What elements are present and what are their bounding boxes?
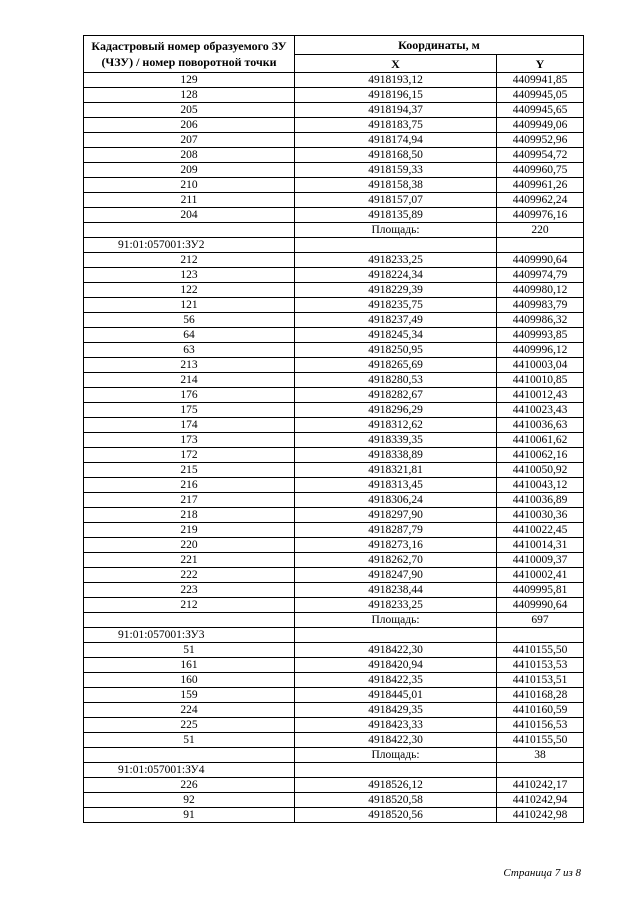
point-number: 219 <box>84 523 295 538</box>
area-label: Площадь: <box>295 223 497 238</box>
x-coordinate: 4918520,56 <box>295 808 497 823</box>
area-label: Площадь: <box>295 613 497 628</box>
x-coordinate: 4918196,15 <box>295 88 497 103</box>
cadastral-number-header: Кадастровый номер образуемого ЗУ (ЧЗУ) / номер поворотной точки <box>84 36 295 73</box>
table-row <box>84 403 584 418</box>
x-coordinate: 4918135,89 <box>295 208 497 223</box>
table-row <box>84 178 584 193</box>
point-number: 121 <box>84 298 295 313</box>
x-coordinate: 4918250,95 <box>295 343 497 358</box>
x-coordinate: 4918245,34 <box>295 328 497 343</box>
y-coordinate: 4410050,92 <box>497 463 584 478</box>
y-coordinate: 4409990,64 <box>497 253 584 268</box>
x-coordinate: 4918420,94 <box>295 658 497 673</box>
table-row <box>84 463 584 478</box>
cadastral-section-label: 91:01:057001:ЗУ3 <box>84 628 295 643</box>
x-coordinate: 4918273,16 <box>295 538 497 553</box>
y-coordinate: 4410043,12 <box>497 478 584 493</box>
table-row <box>84 793 584 808</box>
x-coordinate: 4918237,49 <box>295 313 497 328</box>
area-value: 220 <box>497 223 584 238</box>
point-number: 212 <box>84 598 295 613</box>
point-number: 56 <box>84 313 295 328</box>
x-coordinate: 4918238,44 <box>295 583 497 598</box>
x-coordinate: 4918158,38 <box>295 178 497 193</box>
point-number: 210 <box>84 178 295 193</box>
x-coordinate: 4918183,75 <box>295 118 497 133</box>
section-spacer <box>295 238 497 253</box>
point-number: 128 <box>84 88 295 103</box>
table-row <box>84 253 584 268</box>
table-row <box>84 298 584 313</box>
coordinates-table <box>83 35 584 823</box>
y-coordinate: 4410242,98 <box>497 808 584 823</box>
y-coordinate: 4410156,53 <box>497 718 584 733</box>
x-coordinate: 4918526,12 <box>295 778 497 793</box>
y-coordinate: 4409993,85 <box>497 328 584 343</box>
table-row <box>84 373 584 388</box>
table-row <box>84 703 584 718</box>
point-number: 204 <box>84 208 295 223</box>
x-coordinate: 4918312,62 <box>295 418 497 433</box>
x-coordinate: 4918262,70 <box>295 553 497 568</box>
y-coordinate: 4410153,51 <box>497 673 584 688</box>
y-coordinate: 4409952,96 <box>497 133 584 148</box>
table-row <box>84 478 584 493</box>
y-coordinate: 4409960,75 <box>497 163 584 178</box>
table-row <box>84 148 584 163</box>
y-coordinate: 4409980,12 <box>497 283 584 298</box>
y-coordinate: 4409941,85 <box>497 73 584 88</box>
cadastral-section-label: 91:01:057001:ЗУ4 <box>84 763 295 778</box>
x-coordinate: 4918224,34 <box>295 268 497 283</box>
table-row <box>84 493 584 508</box>
section-spacer <box>295 763 497 778</box>
section-spacer <box>497 628 584 643</box>
table-row <box>84 568 584 583</box>
table-row <box>84 358 584 373</box>
y-coordinate: 4409995,81 <box>497 583 584 598</box>
y-coordinate: 4410168,28 <box>497 688 584 703</box>
point-number: 214 <box>84 373 295 388</box>
area-label: Площадь: <box>295 748 497 763</box>
y-coordinate: 4410242,17 <box>497 778 584 793</box>
point-number: 64 <box>84 328 295 343</box>
table-row <box>84 163 584 178</box>
table-row <box>84 688 584 703</box>
point-number: 211 <box>84 193 295 208</box>
x-coordinate: 4918423,33 <box>295 718 497 733</box>
y-coordinate: 4410160,59 <box>497 703 584 718</box>
x-coordinate: 4918429,35 <box>295 703 497 718</box>
table-row <box>84 583 584 598</box>
point-number: 123 <box>84 268 295 283</box>
section-spacer <box>295 628 497 643</box>
x-coordinate: 4918287,79 <box>295 523 497 538</box>
x-coordinate: 4918520,58 <box>295 793 497 808</box>
table-row <box>84 538 584 553</box>
y-coordinate: 4410012,43 <box>497 388 584 403</box>
page-number: Страница 7 из 8 <box>503 867 581 879</box>
y-coordinate: 4410002,41 <box>497 568 584 583</box>
point-number: 215 <box>84 463 295 478</box>
x-coordinate: 4918422,30 <box>295 643 497 658</box>
point-number: 222 <box>84 568 295 583</box>
y-coordinate: 4409945,05 <box>497 88 584 103</box>
table-row <box>84 598 584 613</box>
y-coordinate: 4410242,94 <box>497 793 584 808</box>
x-coordinate: 4918229,39 <box>295 283 497 298</box>
table-row <box>84 88 584 103</box>
section-row <box>84 763 584 778</box>
point-number: 213 <box>84 358 295 373</box>
area-spacer <box>84 613 295 628</box>
point-number: 223 <box>84 583 295 598</box>
y-coordinate: 4410023,43 <box>497 403 584 418</box>
table-row <box>84 733 584 748</box>
x-coordinate: 4918313,45 <box>295 478 497 493</box>
section-spacer <box>497 238 584 253</box>
x-coordinate: 4918247,90 <box>295 568 497 583</box>
x-coordinate: 4918157,07 <box>295 193 497 208</box>
table-row <box>84 73 584 88</box>
y-coordinate: 4409983,79 <box>497 298 584 313</box>
y-coordinate: 4410030,36 <box>497 508 584 523</box>
table-row <box>84 208 584 223</box>
y-coordinate: 4410062,16 <box>497 448 584 463</box>
point-number: 217 <box>84 493 295 508</box>
area-row <box>84 613 584 628</box>
x-coordinate: 4918159,33 <box>295 163 497 178</box>
point-number: 92 <box>84 793 295 808</box>
point-number: 122 <box>84 283 295 298</box>
x-coordinate: 4918297,90 <box>295 508 497 523</box>
point-number: 221 <box>84 553 295 568</box>
x-coordinate: 4918194,37 <box>295 103 497 118</box>
table-row <box>84 118 584 133</box>
area-row <box>84 748 584 763</box>
point-number: 160 <box>84 673 295 688</box>
point-number: 159 <box>84 688 295 703</box>
x-coordinate: 4918280,53 <box>295 373 497 388</box>
point-number: 225 <box>84 718 295 733</box>
point-number: 129 <box>84 73 295 88</box>
x-coordinate: 4918338,89 <box>295 448 497 463</box>
x-coordinate: 4918306,24 <box>295 493 497 508</box>
point-number: 175 <box>84 403 295 418</box>
point-number: 218 <box>84 508 295 523</box>
x-coordinate: 4918445,01 <box>295 688 497 703</box>
table-row <box>84 133 584 148</box>
y-column-header: Y <box>497 55 584 73</box>
x-coordinate: 4918235,75 <box>295 298 497 313</box>
table-row <box>84 778 584 793</box>
section-row <box>84 238 584 253</box>
table-row <box>84 328 584 343</box>
y-coordinate: 4409945,65 <box>497 103 584 118</box>
point-number: 209 <box>84 163 295 178</box>
y-coordinate: 4409976,16 <box>497 208 584 223</box>
x-coordinate: 4918321,81 <box>295 463 497 478</box>
point-number: 212 <box>84 253 295 268</box>
table-row <box>84 418 584 433</box>
table-row <box>84 523 584 538</box>
y-coordinate: 4410003,04 <box>497 358 584 373</box>
table-row <box>84 643 584 658</box>
table-row <box>84 718 584 733</box>
point-number: 174 <box>84 418 295 433</box>
x-coordinate: 4918265,69 <box>295 358 497 373</box>
point-number: 208 <box>84 148 295 163</box>
x-column-header: X <box>295 55 497 73</box>
x-coordinate: 4918339,35 <box>295 433 497 448</box>
x-coordinate: 4918193,12 <box>295 73 497 88</box>
point-number: 206 <box>84 118 295 133</box>
area-spacer <box>84 748 295 763</box>
point-number: 172 <box>84 448 295 463</box>
y-coordinate: 4410061,62 <box>497 433 584 448</box>
point-number: 205 <box>84 103 295 118</box>
point-number: 91 <box>84 808 295 823</box>
area-row <box>84 223 584 238</box>
x-coordinate: 4918168,50 <box>295 148 497 163</box>
y-coordinate: 4410155,50 <box>497 733 584 748</box>
y-coordinate: 4410009,37 <box>497 553 584 568</box>
area-value: 697 <box>497 613 584 628</box>
table-row <box>84 508 584 523</box>
table-row <box>84 448 584 463</box>
x-coordinate: 4918174,94 <box>295 133 497 148</box>
table-row <box>84 433 584 448</box>
table-body <box>84 73 584 823</box>
point-number: 176 <box>84 388 295 403</box>
table-header <box>84 36 584 73</box>
table-row <box>84 193 584 208</box>
x-coordinate: 4918296,29 <box>295 403 497 418</box>
point-number: 220 <box>84 538 295 553</box>
y-coordinate: 4410153,53 <box>497 658 584 673</box>
cadastral-section-label: 91:01:057001:ЗУ2 <box>84 238 295 253</box>
section-row <box>84 628 584 643</box>
table-row <box>84 103 584 118</box>
section-spacer <box>497 763 584 778</box>
coordinates-header: Координаты, м <box>295 36 584 55</box>
table-row <box>84 658 584 673</box>
table-row <box>84 673 584 688</box>
x-coordinate: 4918233,25 <box>295 253 497 268</box>
table-row <box>84 268 584 283</box>
table-row <box>84 343 584 358</box>
y-coordinate: 4409986,32 <box>497 313 584 328</box>
x-coordinate: 4918282,67 <box>295 388 497 403</box>
table-row <box>84 808 584 823</box>
point-number: 226 <box>84 778 295 793</box>
table-row <box>84 313 584 328</box>
y-coordinate: 4410010,85 <box>497 373 584 388</box>
y-coordinate: 4409974,79 <box>497 268 584 283</box>
y-coordinate: 4410036,89 <box>497 493 584 508</box>
x-coordinate: 4918422,30 <box>295 733 497 748</box>
table-row <box>84 283 584 298</box>
y-coordinate: 4409949,06 <box>497 118 584 133</box>
y-coordinate: 4409954,72 <box>497 148 584 163</box>
table-row <box>84 553 584 568</box>
y-coordinate: 4410014,31 <box>497 538 584 553</box>
point-number: 51 <box>84 643 295 658</box>
x-coordinate: 4918233,25 <box>295 598 497 613</box>
area-spacer <box>84 223 295 238</box>
y-coordinate: 4410036,63 <box>497 418 584 433</box>
table-row <box>84 388 584 403</box>
y-coordinate: 4410022,45 <box>497 523 584 538</box>
point-number: 161 <box>84 658 295 673</box>
point-number: 224 <box>84 703 295 718</box>
y-coordinate: 4409990,64 <box>497 598 584 613</box>
point-number: 51 <box>84 733 295 748</box>
y-coordinate: 4410155,50 <box>497 643 584 658</box>
y-coordinate: 4409962,24 <box>497 193 584 208</box>
point-number: 63 <box>84 343 295 358</box>
point-number: 216 <box>84 478 295 493</box>
area-value: 38 <box>497 748 584 763</box>
point-number: 207 <box>84 133 295 148</box>
x-coordinate: 4918422,35 <box>295 673 497 688</box>
y-coordinate: 4409961,26 <box>497 178 584 193</box>
point-number: 173 <box>84 433 295 448</box>
y-coordinate: 4409996,12 <box>497 343 584 358</box>
